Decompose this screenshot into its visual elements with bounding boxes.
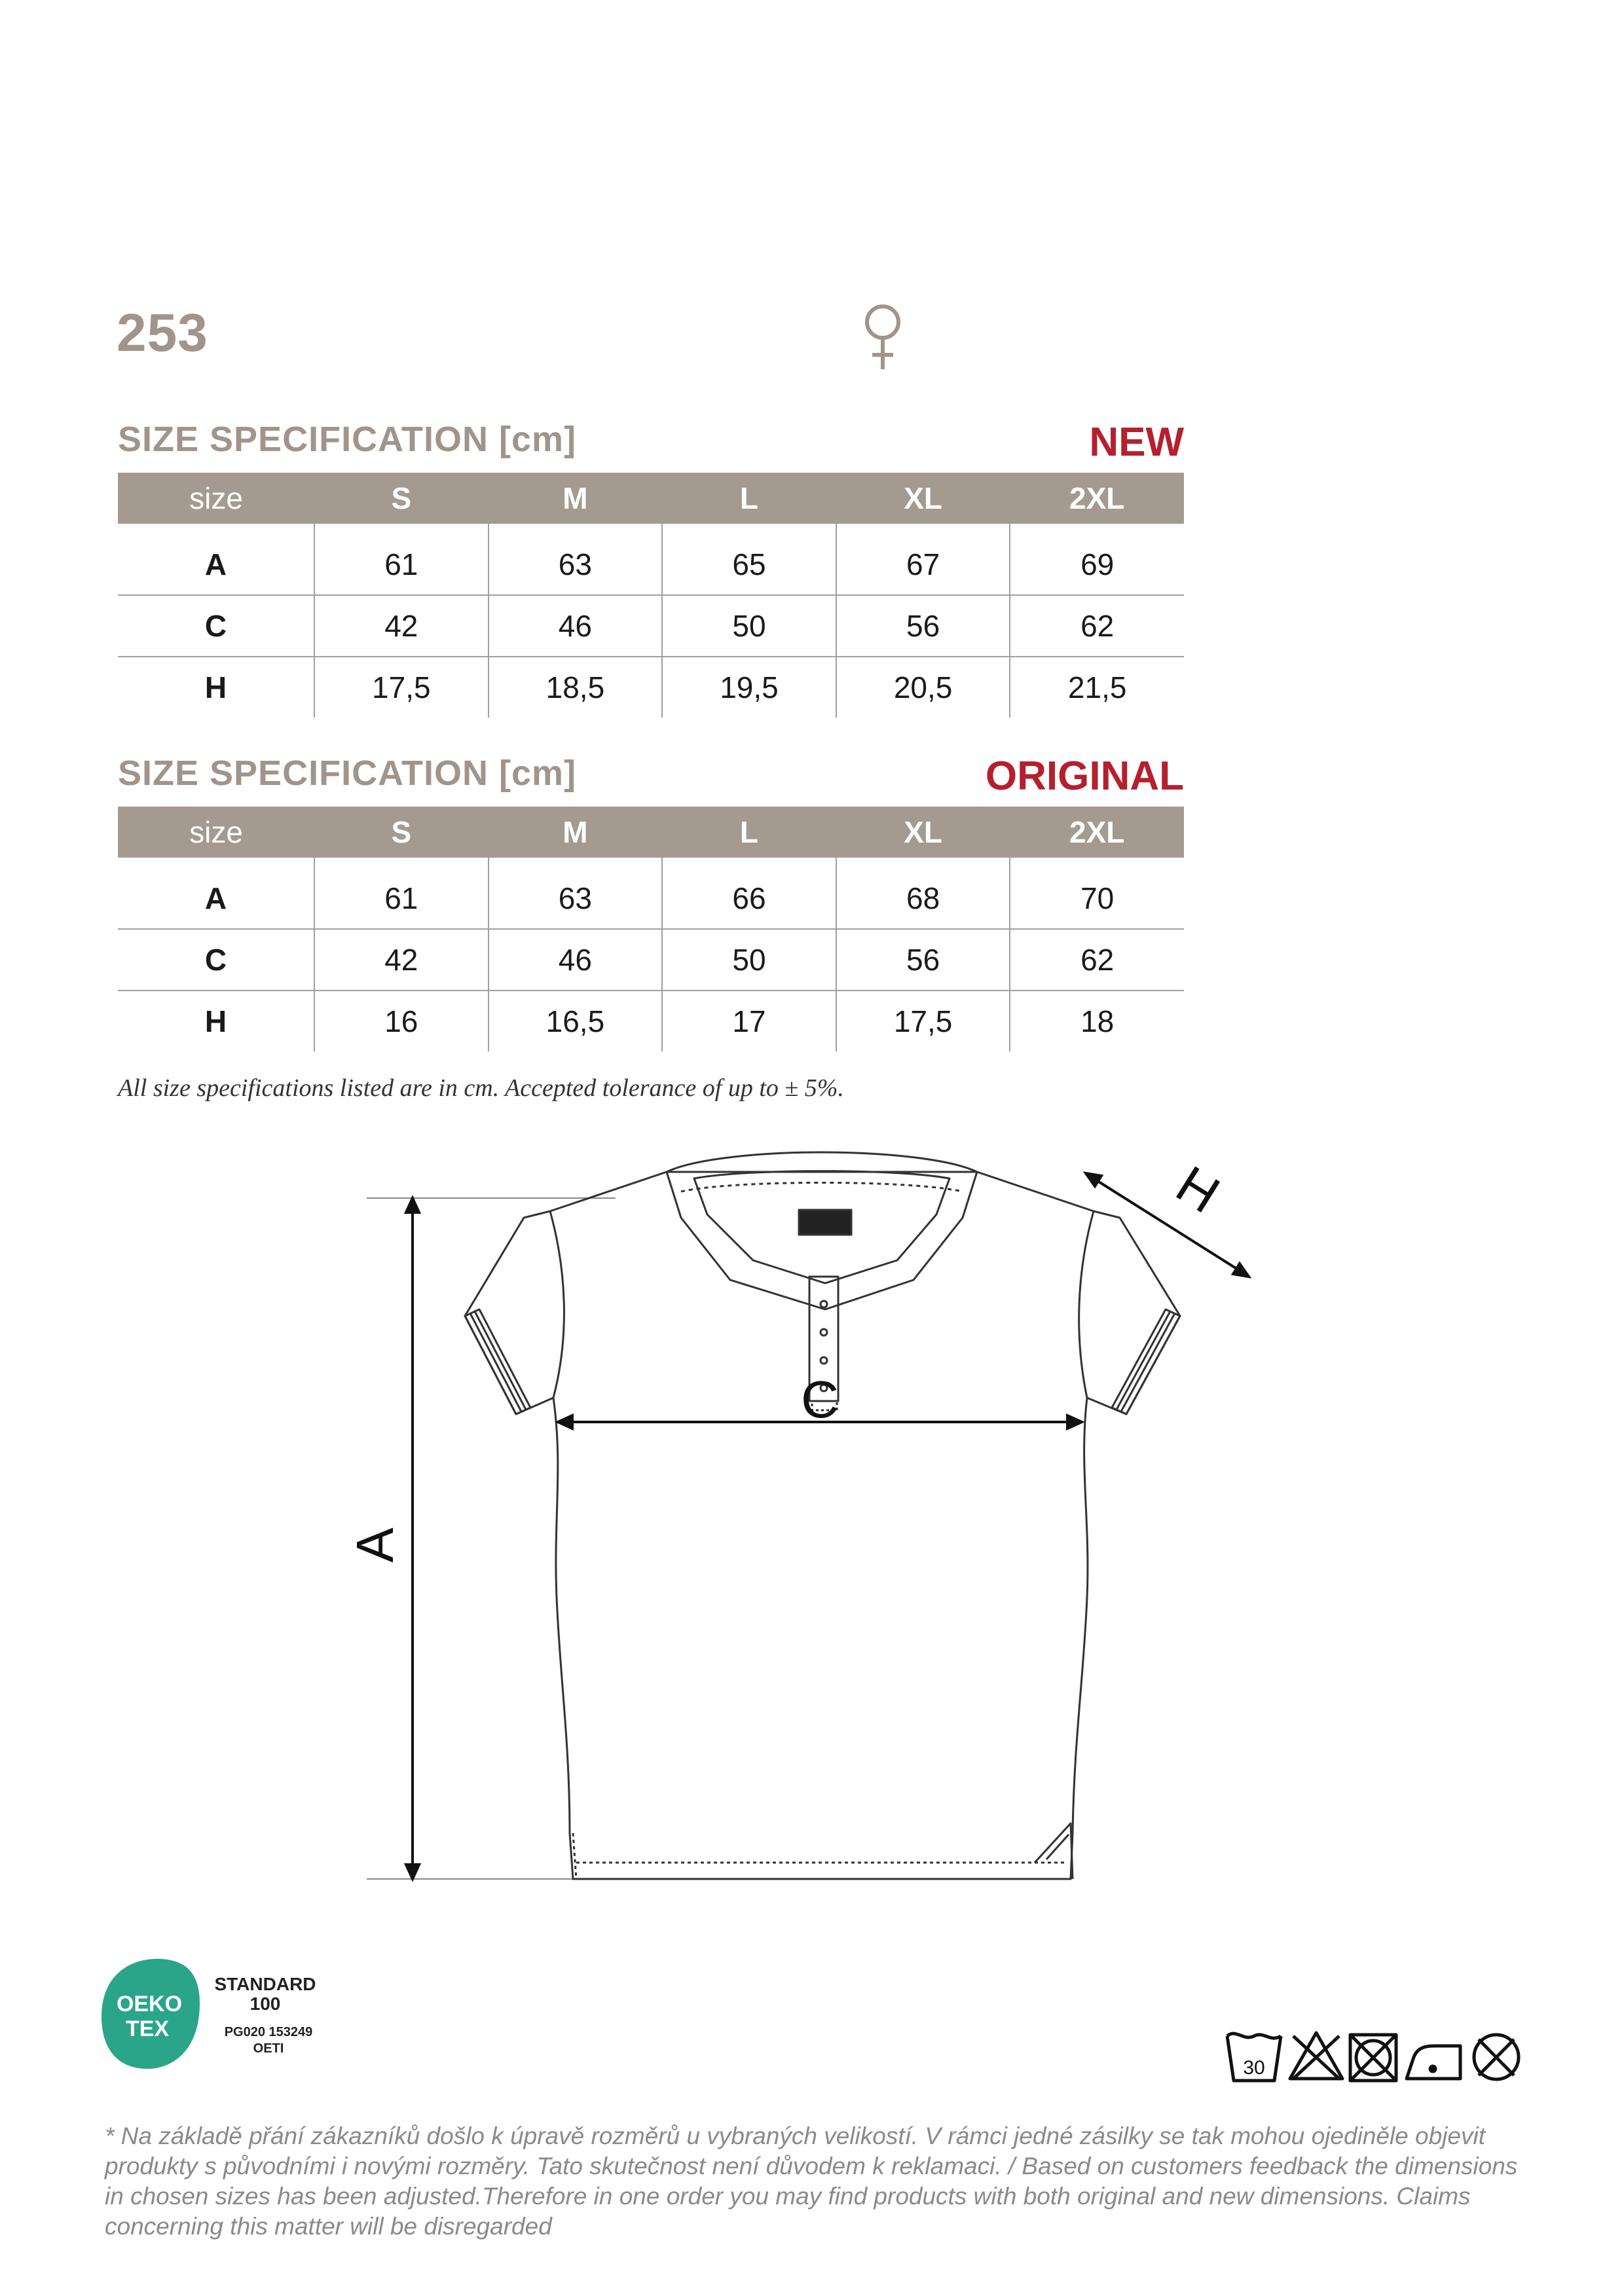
table-cell: 18,5 (489, 657, 663, 718)
oeko-tex-logo (101, 1958, 363, 2075)
table-cell: 50 (662, 929, 836, 991)
table-header-row (118, 473, 1184, 524)
oeko-line1: OEKO (116, 1992, 183, 2016)
header-cell: 2XL (1010, 473, 1184, 524)
oeko-institute: OETI (253, 2041, 284, 2056)
no-dry-clean-icon (1474, 2035, 1519, 2079)
oeko-standard-no: 100 (249, 1994, 281, 2014)
table-cell: 46 (489, 929, 663, 991)
table-row (118, 534, 1184, 595)
table-row (118, 868, 1184, 929)
header-cell: S (314, 473, 489, 524)
measure-label-h: H (1166, 1154, 1230, 1224)
table-cell: 16 (314, 991, 489, 1051)
table-row (118, 929, 1184, 991)
row-label: H (204, 1004, 227, 1038)
oeko-code: PG020 153249 (224, 2025, 313, 2039)
new-table-tag: NEW (1089, 420, 1184, 465)
original-table-tag: ORIGINAL (985, 754, 1184, 799)
row-label: A (118, 534, 314, 595)
female-symbol-icon (857, 301, 909, 373)
row-label: C (118, 595, 314, 657)
iron-low-icon (1407, 2046, 1460, 2079)
row-label: H (204, 670, 227, 704)
row-label: A (118, 868, 314, 929)
table-cell: 46 (489, 595, 663, 657)
disclaimer-text: * Na základě přání zákazníků došlo k úpravě rozměrů u vybraných velikostí. V rámci jedné zásilky se tak mohou ojediněle objevit produkty s původními i novými rozměry. Tato skutečnost není důvodem k reklamaci. / Based on customers feedback the dimensions in chosen sizes has been adjusted.Therefore in one order you may find products with both original and new dimensions. Claims concerning this matter will be disregarded (105, 2123, 1518, 2240)
table-cell: 62 (1010, 595, 1184, 657)
original-table-title: SIZE SPECIFICATION [cm] (118, 754, 577, 793)
table-cell: 65 (662, 534, 836, 595)
oeko-line2: TEX (125, 2016, 170, 2041)
header-cell: XL (836, 473, 1010, 524)
table-cell: 70 (1010, 868, 1184, 929)
table-cell: 17,5 (314, 657, 489, 718)
header-cell: M (489, 807, 663, 858)
measure-label-a: A (346, 1527, 404, 1563)
row-label: C (118, 929, 314, 991)
table-cell: 50 (662, 595, 836, 657)
table-cell: 69 (1010, 534, 1184, 595)
table-cell: 63 (489, 868, 663, 929)
oeko-standard: STANDARD (214, 1974, 316, 1994)
table-header-row (118, 807, 1184, 858)
table-cell: 62 (1010, 929, 1184, 991)
header-cell: S (314, 807, 489, 858)
table-cell: 56 (836, 595, 1010, 657)
care-symbols (1225, 2023, 1532, 2088)
header-cell: XL (836, 807, 1010, 858)
table-cell: 21,5 (1010, 657, 1184, 718)
table-cell: 20,5 (836, 657, 1010, 718)
table-row (118, 657, 1184, 718)
table-cell: 19,5 (662, 657, 836, 718)
table-cell: 56 (836, 929, 1010, 991)
table-row (118, 595, 1184, 657)
table-cell: 67 (836, 534, 1010, 595)
new-table-title: SIZE SPECIFICATION [cm] (118, 420, 577, 459)
header-cell: M (489, 473, 663, 524)
no-tumble-dry-icon (1350, 2035, 1396, 2081)
size-table-new (118, 473, 1184, 718)
table-cell: 61 (314, 534, 489, 595)
size-table-original (118, 807, 1184, 1051)
table-cell: 42 (314, 929, 489, 991)
product-number: 253 (117, 303, 208, 363)
no-bleach-icon (1290, 2033, 1342, 2079)
table-cell: 63 (489, 534, 663, 595)
table-cell: 17 (662, 991, 836, 1051)
header-cell: L (662, 473, 836, 524)
table-cell: 68 (836, 868, 1010, 929)
table-row (118, 991, 1184, 1051)
table-cell: 16,5 (489, 991, 663, 1051)
measure-label-c: C (801, 1370, 839, 1429)
wash-temp-label: 30 (1243, 2057, 1265, 2079)
table-cell: 66 (662, 868, 836, 929)
table-cell: 61 (314, 868, 489, 929)
header-cell: 2XL (1010, 807, 1184, 858)
header-cell: L (662, 807, 836, 858)
table-cell: 18 (1010, 991, 1184, 1051)
header-cell: size (118, 807, 314, 858)
table-cell: 17,5 (836, 991, 1010, 1051)
tolerance-note: All size specifications listed are in cm. Accepted tolerance of up to ± 5%. (118, 1074, 844, 1102)
table-cell: 42 (314, 595, 489, 657)
polo-shirt-diagram (346, 1152, 1310, 1905)
header-cell: size (118, 473, 314, 524)
